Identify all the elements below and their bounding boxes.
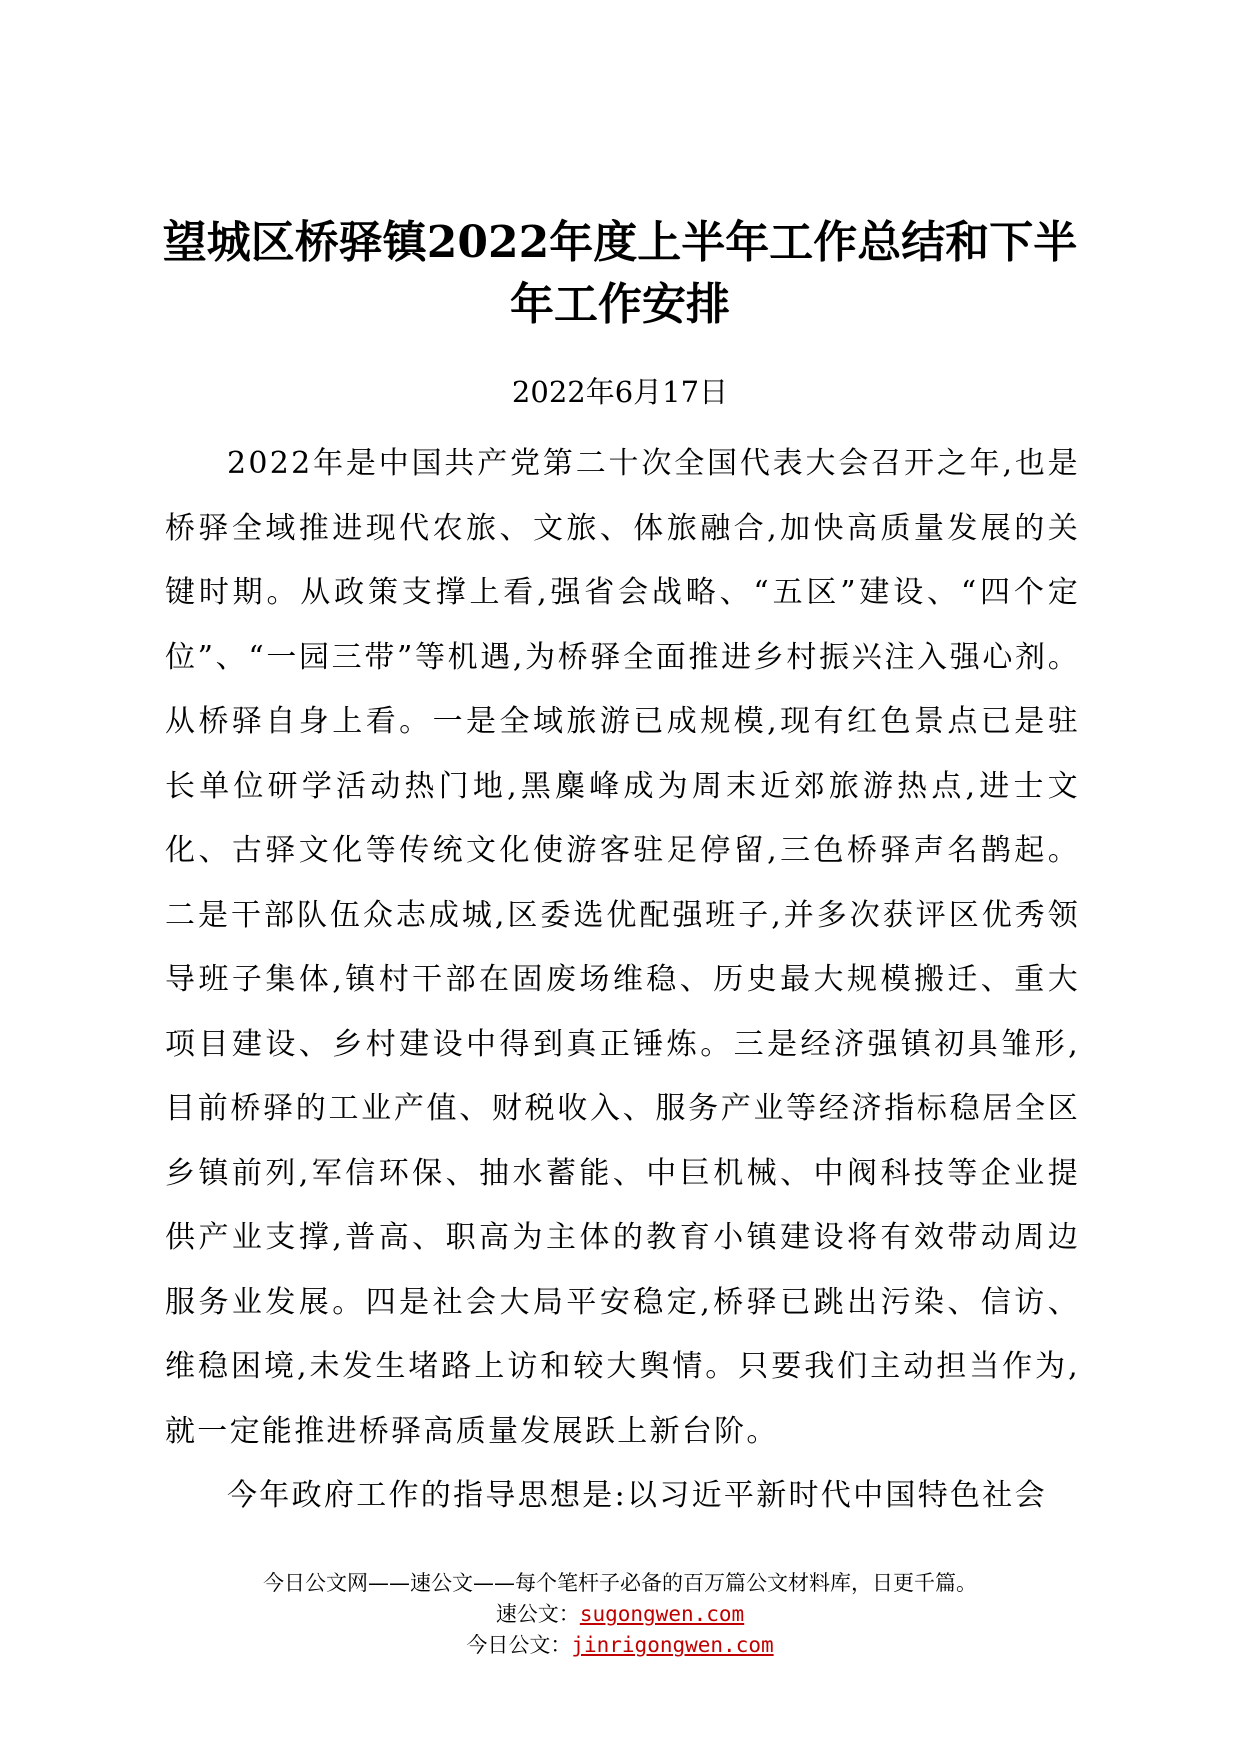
document-body <box>165 432 1080 1529</box>
footer-sugongwen-link[interactable]: sugongwen.com <box>579 1602 745 1626</box>
footer-tagline: 今日公文网——速公文——每个笔杆子必备的百万篇公文材料库，日更千篇。 <box>263 1571 977 1595</box>
document-title: 望城区桥驿镇2022年度上半年工作总结和下半年工作安排 <box>162 217 1078 330</box>
body-paragraph-1: 2022年是中国共产党第二十次全国代表大会召开之年,也是桥驿全域推进现代农旅、文旅、体旅融合,加快高质量发展的关键时期。从政策支撑上看,强省会战略、“五区”建设、“四个定位”、“一园三带”等机遇,为桥驿全面推进乡村振兴注入强心剂。从桥驿自身上看。一是全域旅游已成规模,现有红色景点已是驻长单位研学活动热门地,黑麋峰成为周末近郊旅游热点,进士文化、古驿文化等传统文化使游客驻足停留,三色桥驿声名鹊起。二是干部队伍众志成城,区委选优配强班子,并多次获评区优秀领导班子集体,镇村干部在固废场维稳、历史最大规模搬迁、重大项目建设、乡村建设中得到真正锤炼。三是经济强镇初具雏形,目前桥驿的工业产值、财税收入、服务产业等经济指标稳居全区乡镇前列,军信环保、抽水蓄能、中巨机械、中阀科技等企业提供产业支撑,普高、职高为主体的教育小镇建设将有效带动周边服务业发展。四是社会大局平安稳定,桥驿已跳出污染、信访、维稳困境,未发生堵路上访和较大舆情。只要我们主动担当作为,就一定能推进桥驿高质量发展跃上新台阶。 <box>165 446 1080 1449</box>
footer-jinrigongwen-link[interactable]: jinrigongwen.com <box>571 1633 774 1657</box>
footer-jinrigongwen-label: 今日公文： <box>466 1633 572 1657</box>
footer-jinrigongwen-line <box>0 1630 1240 1661</box>
body-paragraph-2: 今年政府工作的指导思想是:以习近平新时代中国特色社会 <box>227 1478 1047 1513</box>
footer-sugongwen-label: 速公文： <box>495 1602 580 1626</box>
footer-sugongwen-line <box>0 1599 1240 1630</box>
page-footer <box>0 1568 1240 1661</box>
document-date: 2022年6月17日 <box>511 375 729 409</box>
